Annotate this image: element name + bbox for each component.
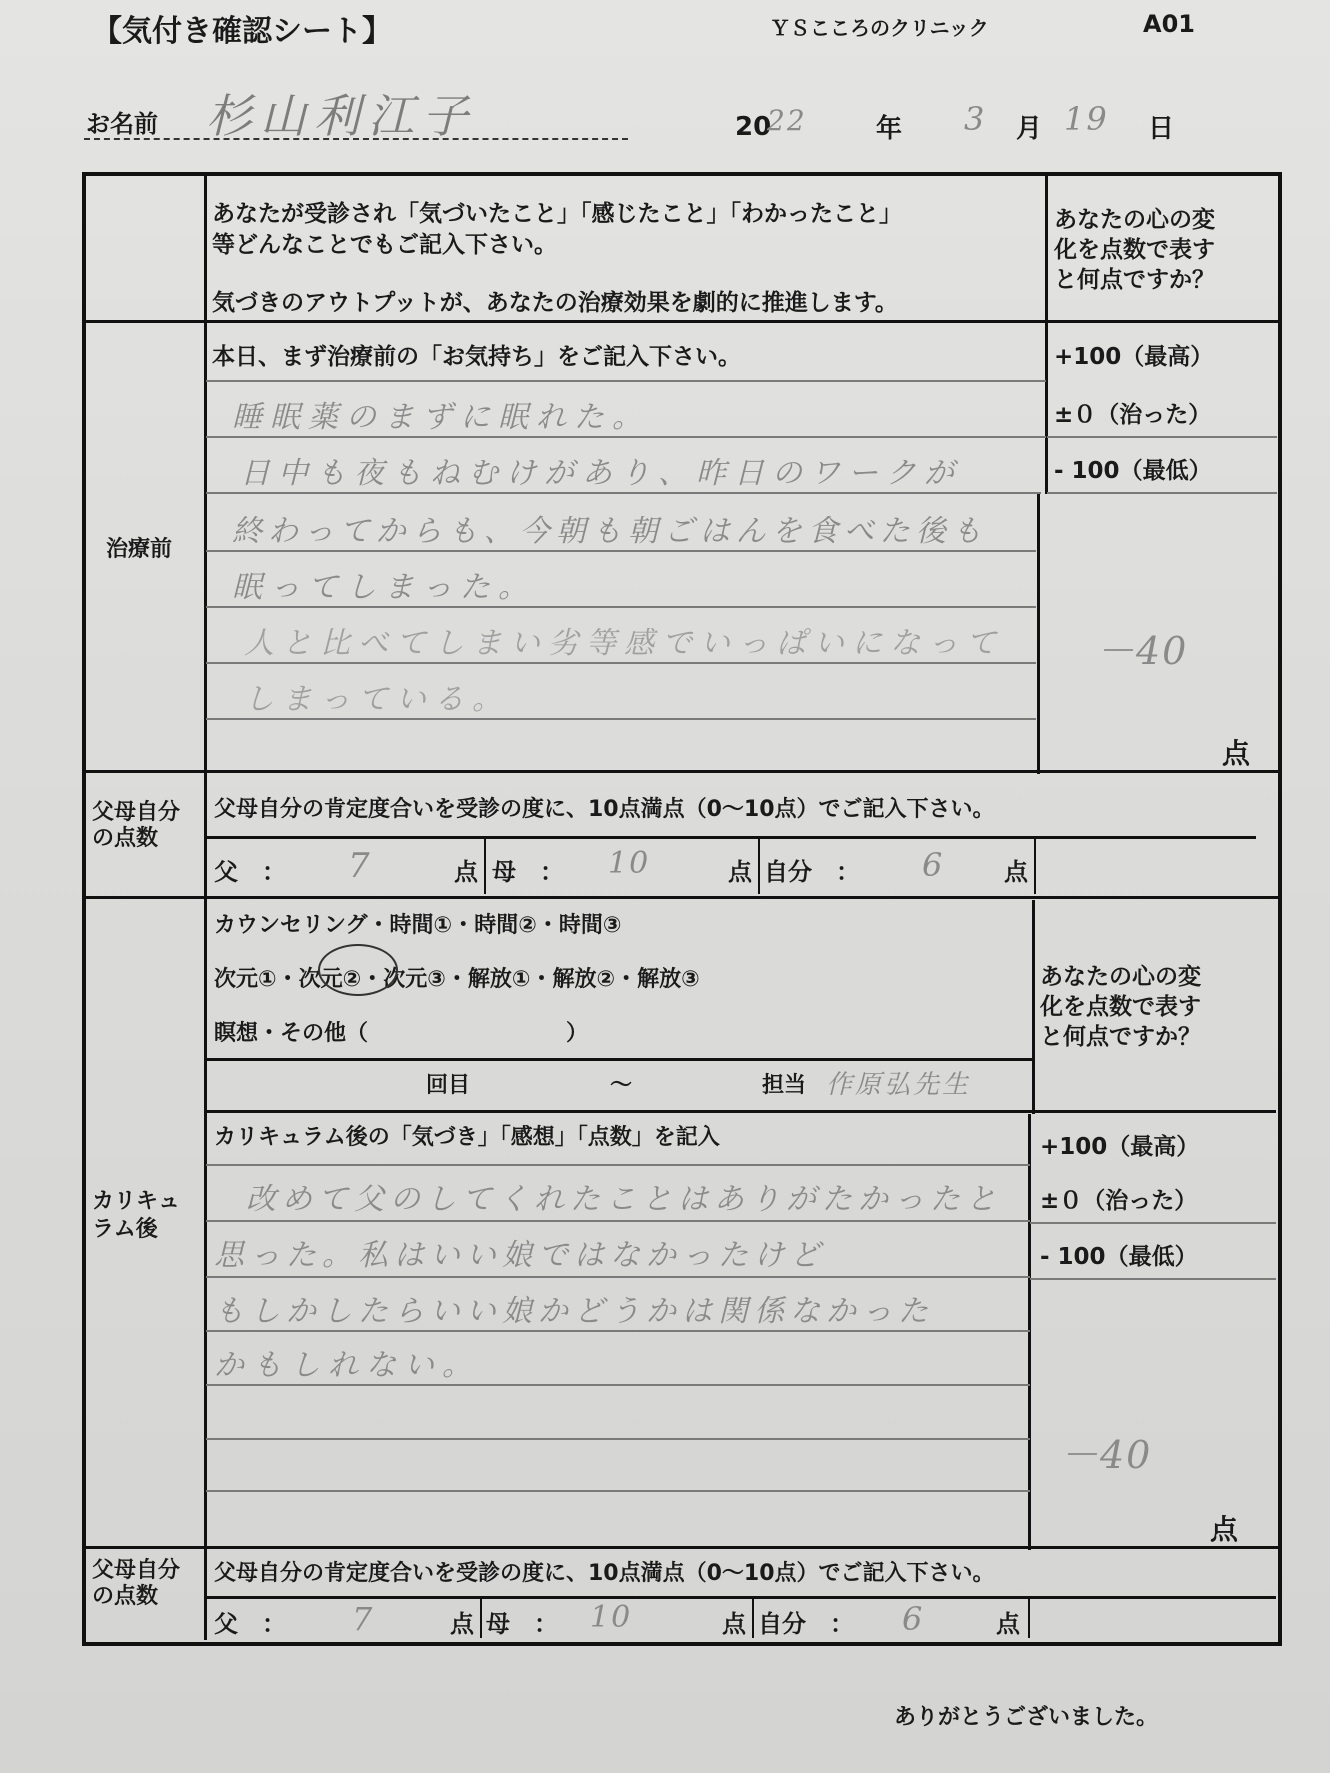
writing-line (206, 1438, 1030, 1440)
intro-line-2: 等どんなことでもご記入下さい。 (212, 232, 557, 258)
scale-rule (1047, 492, 1277, 494)
parents-prompt-1: 父母自分の肯定度合いを受診の度に、10点満点（0〜10点）でご記入下さい。 (214, 797, 995, 822)
score-question-1 (1054, 205, 1215, 295)
after-text-line-4[interactable]: かもしれない。 (214, 1348, 480, 1383)
father-score-1[interactable]: 7 (348, 846, 378, 886)
writing-line (206, 436, 1046, 438)
writing-line (206, 1164, 1030, 1166)
self-unit-1: 点 (1004, 858, 1028, 886)
sheet-code: A01 (1143, 10, 1195, 38)
row-divider (206, 1110, 1276, 1113)
after-section-label (92, 1188, 180, 1244)
score-column-divider-4 (1032, 900, 1035, 1114)
question-line: あなたの心の変 (1040, 964, 1201, 990)
writing-line (206, 380, 1046, 382)
scale-zero: ±０（治った） (1054, 402, 1212, 428)
month-label: 月 (1016, 114, 1043, 144)
scale-rule (1030, 1278, 1276, 1280)
intro-line-1: あなたが受診され「気づいたこと」「感じたこと」「わかったこと」 (212, 201, 902, 227)
count-label: 回目 (426, 1073, 471, 1098)
staff-label: 担当 (762, 1073, 807, 1098)
cell-divider (758, 838, 760, 894)
question-line: あなたの心の変 (1054, 207, 1215, 233)
writing-line (206, 1276, 1030, 1278)
scale-max-2: +100（最高） (1040, 1134, 1200, 1160)
question-line: と何点ですか？ (1040, 1024, 1201, 1050)
count-tilde: ～ (610, 1073, 633, 1098)
before-text-line-4[interactable]: 眠ってしまった。 (232, 570, 536, 605)
self-label-2: 自分 ： (758, 1610, 854, 1638)
staff-name-field[interactable]: 作原弘先生 (826, 1070, 972, 1100)
month-field[interactable]: 3 (964, 100, 993, 138)
session-options-row-1[interactable]: カウンセリング・時間①・時間②・時間③ (214, 913, 622, 938)
cell-divider (752, 1598, 754, 1638)
after-text-line-1[interactable]: 改めて父のしてくれたことはありがたかったと (246, 1182, 1002, 1217)
label-line: ラム後 (92, 1217, 158, 1242)
sheet-title: 【気付き確認シート】 (92, 14, 392, 49)
mother-score-2[interactable]: 10 (590, 1600, 633, 1635)
mother-label-2: 母 ： (486, 1610, 558, 1638)
day-field[interactable]: 19 (1064, 100, 1109, 138)
writing-line (206, 718, 1036, 720)
before-score-value[interactable]: －40 (1096, 629, 1189, 673)
father-unit-1: 点 (454, 858, 478, 886)
label-line: 父母自分 (92, 1558, 181, 1583)
self-score-2[interactable]: 6 (902, 1600, 931, 1638)
label-line: 父母自分 (92, 800, 181, 825)
selected-option-circle (318, 944, 398, 996)
mother-label-1: 母 ： (492, 858, 564, 886)
after-score-value[interactable]: －40 (1060, 1433, 1153, 1477)
writing-line (206, 662, 1036, 664)
before-text-line-2[interactable]: 日中も夜もねむけがあり、昨日のワークが (240, 456, 962, 491)
score-column-divider-5 (1028, 1114, 1031, 1550)
before-text-line-5[interactable]: 人と比べてしまい劣等感でいっぱいになって (244, 626, 1004, 661)
cell-divider (484, 838, 486, 894)
cell-divider (1028, 1598, 1030, 1638)
mother-unit-2: 点 (722, 1610, 746, 1638)
mother-unit-1: 点 (728, 858, 752, 886)
mother-score-1[interactable]: 10 (608, 846, 651, 881)
writing-line (206, 1330, 1030, 1332)
writing-line (206, 1384, 1030, 1386)
question-line: 化を点数で表す (1054, 237, 1215, 263)
year-prefix: 20 (735, 112, 772, 142)
before-prompt: 本日、まず治療前の「お気持ち」をご記入下さい。 (212, 344, 741, 370)
parents-section-label-2 (92, 1558, 180, 1610)
before-text-line-1[interactable]: 睡眠薬のまずに眠れた。 (232, 400, 650, 435)
cell-divider (480, 1598, 482, 1638)
row-divider (206, 1058, 1034, 1061)
label-column-divider (204, 174, 207, 1640)
parents-section-label-1 (92, 800, 180, 852)
name-label: お名前 (86, 110, 158, 138)
section-divider (84, 770, 1278, 773)
scale-min: - 100（最低） (1054, 458, 1212, 484)
writing-line (206, 1490, 1030, 1492)
scale-rule (1030, 1222, 1276, 1224)
father-label-2: 父 ： (214, 1610, 286, 1638)
score-column-divider-3 (1037, 494, 1040, 774)
after-text-line-3[interactable]: もしかしたらいい娘かどうかは関係なかった (214, 1294, 934, 1329)
before-text-line-3[interactable]: 終わってからも、今朝も朝ごはんを食べた後も (232, 514, 988, 549)
father-score-2[interactable]: 7 (352, 1600, 381, 1638)
row-divider (206, 836, 1256, 839)
name-field[interactable]: 杉山利江子 (206, 89, 476, 143)
self-unit-2: 点 (996, 1610, 1020, 1638)
score-column-divider-2 (1045, 324, 1048, 494)
score-column-divider-1 (1045, 174, 1048, 324)
year-field[interactable]: 22 (767, 104, 807, 137)
section-divider (84, 320, 1278, 323)
clinic-name: ＹＳこころのクリニック (770, 16, 989, 40)
writing-line (206, 1220, 1030, 1222)
scale-rule (1047, 436, 1277, 438)
after-prompt: カリキュラム後の「気づき」「感想」「点数」を記入 (214, 1125, 720, 1150)
writing-line (206, 492, 1041, 494)
self-label-1: 自分 ： (764, 858, 860, 886)
scale-zero-2: ±０（治った） (1040, 1188, 1198, 1214)
father-label-1: 父 ： (214, 858, 286, 886)
after-text-line-2[interactable]: 思った。私はいい娘ではなかったけど (214, 1238, 826, 1273)
score-question-2 (1040, 962, 1201, 1052)
self-score-1[interactable]: 6 (922, 846, 951, 884)
session-options-row-3[interactable]: 瞑想・その他（ ） (214, 1021, 589, 1046)
name-underline (84, 138, 628, 140)
scale-min-2: - 100（最低） (1040, 1244, 1198, 1270)
label-line: カリキュ (92, 1189, 181, 1214)
year-label: 年 (876, 114, 903, 144)
footer-thanks: ありがとうございました。 (894, 1705, 1159, 1730)
section-divider (84, 1546, 1278, 1549)
intro-line-3: 気づきのアウトプットが、あなたの治療効果を劇的に推進します。 (212, 290, 898, 316)
cell-divider (1034, 838, 1036, 894)
after-score-unit: 点 (1210, 1513, 1239, 1546)
row-divider (206, 1596, 1276, 1599)
question-line: と何点ですか？ (1054, 267, 1215, 293)
day-label: 日 (1148, 114, 1175, 144)
scale-max: +100（最高） (1054, 344, 1214, 370)
parents-prompt-2: 父母自分の肯定度合いを受診の度に、10点満点（0〜10点）でご記入下さい。 (214, 1561, 995, 1586)
section-divider (84, 896, 1278, 899)
session-options-row-2[interactable]: 次元①・次元②・次元③・解放①・解放②・解放③ (214, 967, 700, 992)
before-score-unit: 点 (1222, 737, 1251, 770)
writing-line (206, 550, 1036, 552)
writing-line (206, 606, 1036, 608)
label-line: の点数 (92, 826, 159, 851)
father-unit-2: 点 (450, 1610, 474, 1638)
question-line: 化を点数で表す (1040, 994, 1201, 1020)
before-text-line-6[interactable]: しまっている。 (244, 682, 510, 717)
label-line: の点数 (92, 1584, 159, 1609)
before-section-label: 治療前 (106, 537, 173, 562)
